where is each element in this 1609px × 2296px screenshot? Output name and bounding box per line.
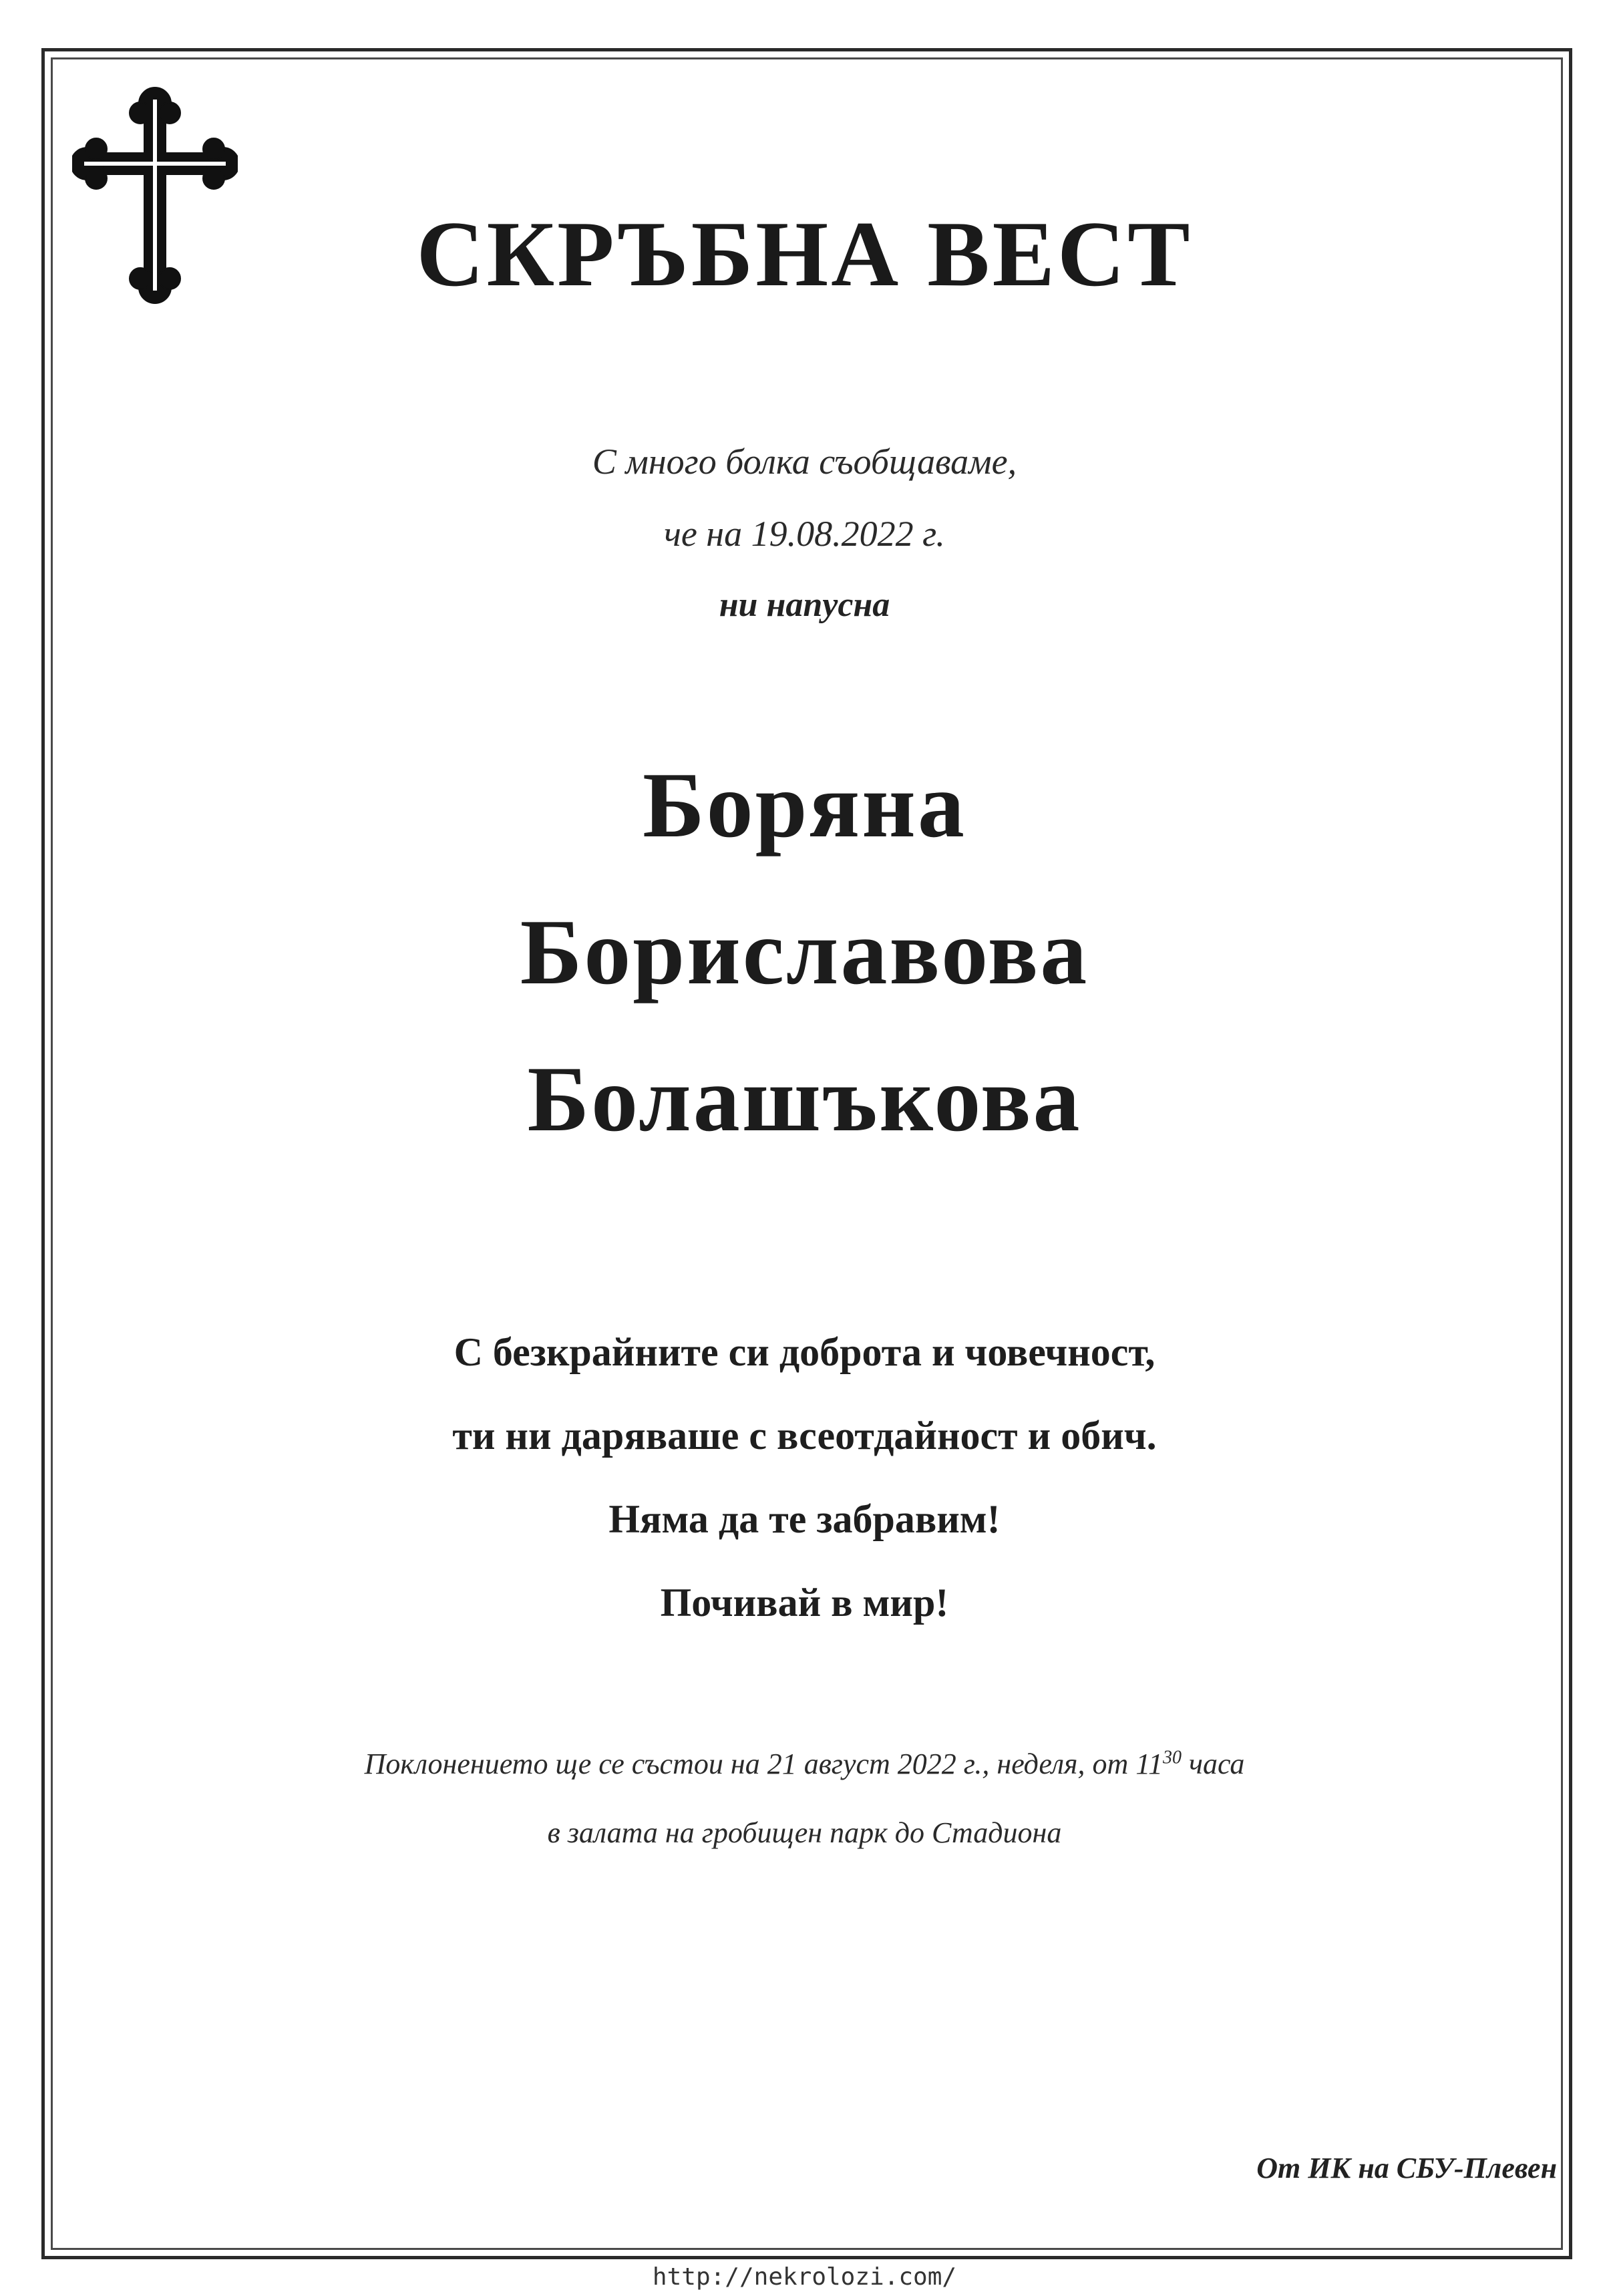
ceremony-line-1 bbox=[0, 1747, 1609, 1781]
ceremony-time-minutes: 30 bbox=[1163, 1747, 1182, 1768]
ceremony-text: Поклонението ще се състои на 21 август 2022 г., неделя, от 11 bbox=[364, 1748, 1164, 1780]
verse-line-3: Няма да те забравим! bbox=[608, 1497, 1001, 1541]
intro-line-2: че на 19.08.2022 г. bbox=[664, 514, 945, 554]
footer-url: http://nekrolozi.com/ bbox=[652, 2263, 957, 2291]
ceremony-line-2: в залата на гробищен парк до Стадиона bbox=[547, 1816, 1062, 1849]
verse-line-2: ти ни даряваше с всеотдайност и обич. bbox=[452, 1414, 1157, 1458]
verse-line-4: Почивай в мир! bbox=[660, 1581, 949, 1625]
inner-border bbox=[51, 57, 1563, 2250]
intro-line-3: ни напусна bbox=[719, 586, 890, 624]
ceremony-suffix: часа bbox=[1182, 1748, 1245, 1780]
verse-line-1: С безкрайните си доброта и човечност, bbox=[454, 1330, 1155, 1374]
intro-line-1: С много болка съобщаваме, bbox=[592, 442, 1017, 482]
deceased-middle-name: Бориславова bbox=[520, 900, 1089, 1004]
page-title: СКРЪБНА ВЕСТ bbox=[416, 202, 1193, 306]
signature: От ИК на СБУ-Плевен bbox=[1256, 2152, 1557, 2184]
deceased-last-name: Болашъкова bbox=[527, 1047, 1082, 1151]
deceased-first-name: Боряна bbox=[643, 754, 966, 857]
